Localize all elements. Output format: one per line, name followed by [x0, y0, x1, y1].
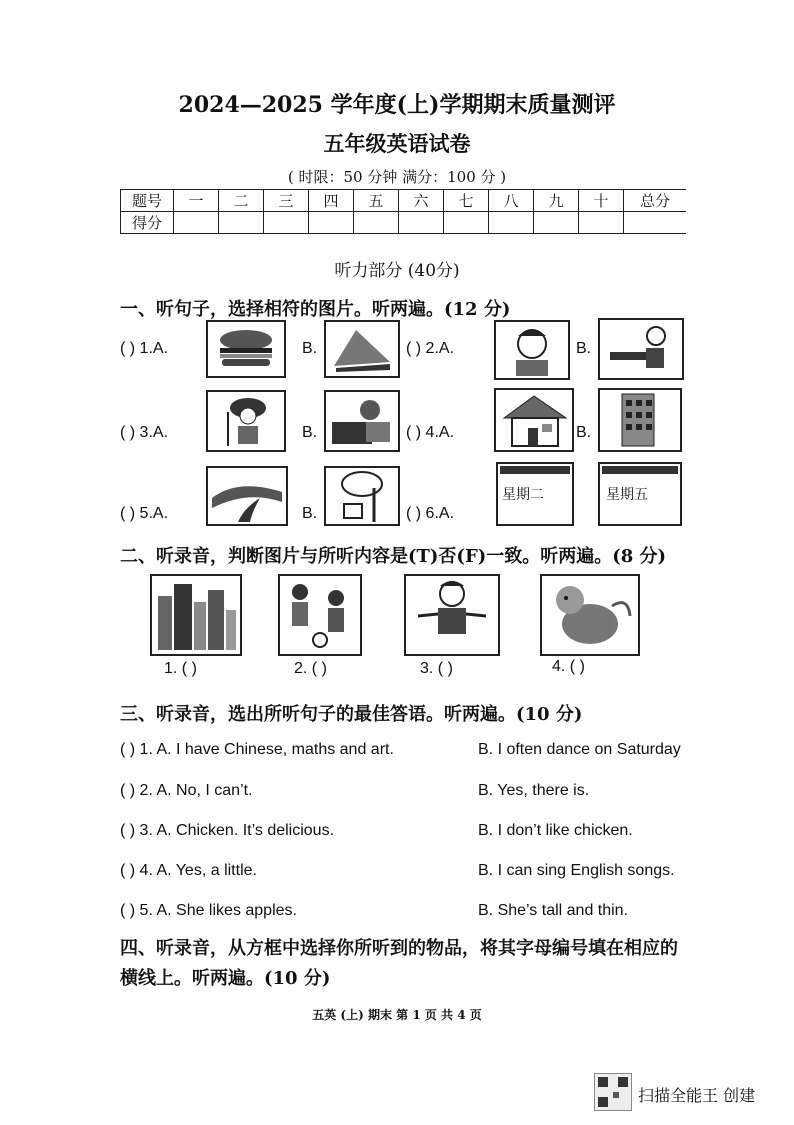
q2-label: ( ) 2.A.	[406, 340, 455, 357]
s2-label-2: 2. ( )	[294, 660, 327, 677]
score-cell: 题号	[121, 190, 174, 212]
score-cell: 五	[354, 190, 399, 212]
calendar-tuesday-image[interactable]	[496, 462, 574, 526]
s3-q3-a: ( ) 3. A. Chicken. It’s delicious.	[120, 822, 335, 839]
s2-label-4: 4. ( )	[552, 658, 585, 675]
s3-q5-b: B. She’s tall and thin.	[478, 902, 629, 919]
dog-icon	[542, 576, 638, 654]
score-table-header-row	[121, 190, 687, 212]
s3-q4-b: B. I can sing English songs.	[478, 862, 675, 879]
section2-title: 二、听录音，判断图片与所听内容是(T)否(F)一致。听两遍。(8 分)	[120, 546, 667, 567]
building-image[interactable]	[598, 388, 682, 452]
score-input-cell[interactable]	[624, 212, 687, 234]
exam-subtitle: 五年级英语试卷	[323, 131, 471, 156]
score-input-cell[interactable]	[399, 212, 444, 234]
city-icon	[152, 576, 240, 654]
score-input-cell[interactable]	[174, 212, 219, 234]
section4-title-line1: 四、听录音，从方框中选择你所听到的物品，将其字母编号填在相应的	[120, 938, 678, 959]
score-cell: 总分	[624, 190, 687, 212]
q2-b-label: B.	[576, 340, 592, 357]
boy-kungfu-image[interactable]	[404, 574, 500, 656]
score-cell: 六	[399, 190, 444, 212]
s3-q1-b: B. I often dance on Saturday	[478, 741, 681, 758]
boy-at-desk-icon	[600, 320, 682, 378]
exam-info: ( 时限：50 分钟 满分：100 分 )	[287, 168, 507, 186]
dog-image[interactable]	[540, 574, 640, 656]
s3-q5-a: ( ) 5. A. She likes apples.	[120, 902, 297, 919]
score-table	[120, 189, 686, 234]
section4-title-line2: 横线上。听两遍。(10 分)	[120, 968, 331, 989]
score-input-cell[interactable]	[264, 212, 309, 234]
page-footer: 五英 (上) 期末 第 1 页 共 4 页	[312, 1008, 482, 1022]
qr-code-icon	[594, 1073, 632, 1111]
q3-label: ( ) 3.A.	[120, 424, 169, 441]
q1-b-label: B.	[302, 340, 318, 357]
calendar-friday-label: 星期五	[606, 487, 648, 503]
q6-label: ( ) 6.A.	[406, 505, 455, 522]
score-table-score-row	[121, 212, 687, 234]
listening-title: 听力部分 (40分)	[334, 261, 460, 281]
s2-label-3: 3. ( )	[420, 660, 453, 677]
q3-b-label: B.	[302, 424, 318, 441]
score-cell: 七	[444, 190, 489, 212]
s3-q3-b: B. I don’t like chicken.	[478, 822, 633, 839]
q4-b-label: B.	[576, 424, 592, 441]
q5-label: ( ) 5.A.	[120, 505, 169, 522]
city-buildings-image[interactable]	[150, 574, 242, 656]
path-landscape-image[interactable]	[206, 466, 288, 526]
boy-at-desk-image[interactable]	[598, 318, 684, 380]
kungfu-icon	[406, 576, 498, 654]
s2-label-1: 1. ( )	[164, 660, 197, 677]
hamburger-image[interactable]	[206, 320, 286, 378]
house-icon	[496, 390, 572, 450]
girl-piano-image[interactable]	[324, 390, 400, 452]
s3-q1-a: ( ) 1. A. I have Chinese, maths and art.	[120, 741, 394, 758]
girl-piano-icon	[326, 392, 398, 450]
q1-label: ( ) 1.A.	[120, 340, 169, 357]
s3-q2-b: B. Yes, there is.	[478, 782, 590, 799]
section1-title: 一、听句子，选择相符的图片。听两遍。(12 分)	[120, 299, 511, 320]
building-icon	[600, 390, 680, 450]
section3-title: 三、听录音，选出所听句子的最佳答语。听两遍。(10 分)	[120, 704, 583, 725]
score-cell: 八	[489, 190, 534, 212]
score-input-cell[interactable]	[309, 212, 354, 234]
score-cell: 四	[309, 190, 354, 212]
score-cell: 三	[264, 190, 309, 212]
kids-football-image[interactable]	[278, 574, 362, 656]
tree-house-image[interactable]	[324, 466, 400, 526]
score-cell: 九	[534, 190, 579, 212]
score-input-cell[interactable]	[489, 212, 534, 234]
sandwich-icon	[326, 322, 398, 376]
score-input-cell[interactable]	[579, 212, 624, 234]
football-icon	[280, 576, 360, 654]
path-landscape-icon	[208, 468, 286, 524]
score-cell: 得分	[121, 212, 174, 234]
calendar-tuesday-label: 星期二	[502, 487, 544, 503]
girl-singing-icon	[208, 392, 284, 450]
hamburger-icon	[208, 322, 284, 376]
score-input-cell[interactable]	[219, 212, 264, 234]
score-cell: 二	[219, 190, 264, 212]
girl-singing-image[interactable]	[206, 390, 286, 452]
score-input-cell[interactable]	[354, 212, 399, 234]
house-image[interactable]	[494, 388, 574, 452]
tree-house-icon	[326, 468, 398, 524]
score-cell: 一	[174, 190, 219, 212]
s3-q4-a: ( ) 4. A. Yes, a little.	[120, 862, 257, 879]
exam-title: 2024—2025 学年度(上)学期期末质量测评	[178, 92, 616, 118]
s3-q2-a: ( ) 2. A. No, I can’t.	[120, 782, 253, 799]
calendar-friday-image[interactable]	[598, 462, 682, 526]
score-input-cell[interactable]	[444, 212, 489, 234]
q4-label: ( ) 4.A.	[406, 424, 455, 441]
sandwich-image[interactable]	[324, 320, 400, 378]
q5-b-label: B.	[302, 505, 318, 522]
boy-eating-image[interactable]	[494, 320, 570, 380]
boy-eating-icon	[496, 322, 568, 378]
score-input-cell[interactable]	[534, 212, 579, 234]
score-cell: 十	[579, 190, 624, 212]
scanner-watermark: 扫描全能王 创建	[638, 1086, 756, 1105]
